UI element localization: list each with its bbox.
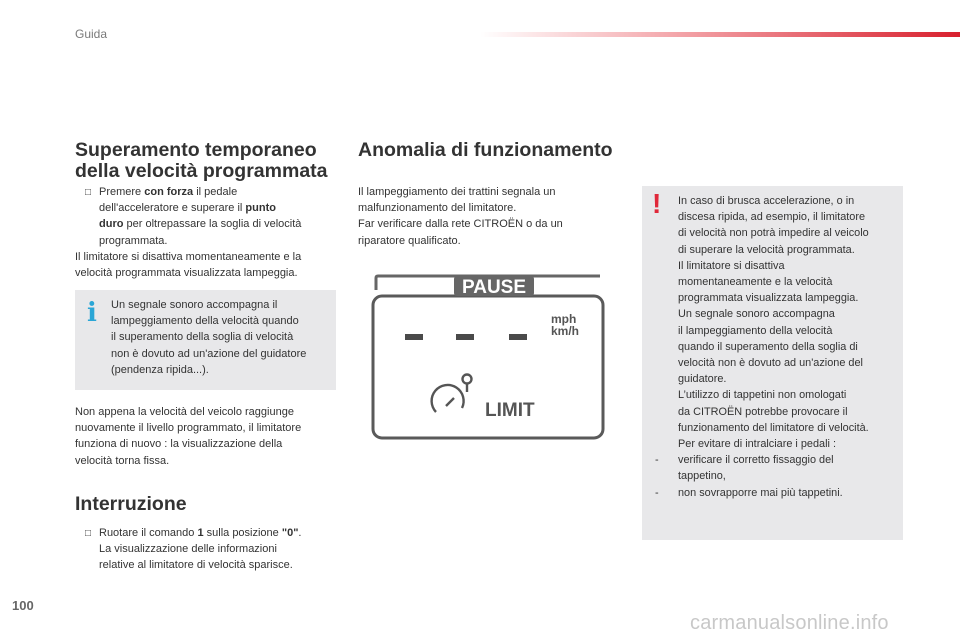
section-title-overspeed [75, 140, 328, 182]
title-line-1: Superamento temporaneo [75, 139, 317, 161]
warning-text: In caso di brusca accelerazione, o in discesa ripida, ad esempio, il limitatore di velocità non potrà impedire al veicolo di superare la velocità programmata. Il limitatore si disattiva momentaneamente e la velocità programmata visualizzata lampeggia. Un segnale sonoro accompagna il lampeggiamento della velocità quando il superamento della soglia di velocità non è dovuto ad un'azione del guidatore. L’utilizzo di tappetini non omologati da CITROËN potrebbe provocare il funzionamento del limitatore di velocità. Per evitare di intralciare i pedali : - verificare il corretto fissaggio del tappetino, - non sovrapporre mai più tappetini. [678, 193, 900, 501]
list-item: - non sovrapporre mai più tappetini. [655, 486, 843, 499]
info-icon: i [87, 298, 97, 328]
watermark: carmanualsonline.info [690, 612, 889, 634]
speed-limiter-display [368, 270, 608, 440]
dash-3 [509, 334, 527, 340]
checkbox-bullet-icon: □ [85, 528, 92, 539]
dash-2 [456, 334, 474, 340]
info-text: Un segnale sonoro accompagna il lampeggiamento della velocità quando il superamento della soglia di velocità non è dovuto ad un'azione del guidatore (pendenza ripida...). [111, 299, 307, 376]
limit-label: LIMIT [485, 400, 535, 421]
exclamation-icon: ! [652, 188, 662, 219]
pause-label: PAUSE [461, 277, 527, 298]
bullet-rotate-control: □ Ruotare il comando 1 sulla posizione "0". La visualizzazione delle informazioni relative al limitatore di velocità sparisce. [85, 527, 302, 572]
paragraph-malfunction: Il lampeggiamento dei trattini segnala un malfunzionamento del limitatore. Far verificare dalla rete CITROËN o da un riparatore qualificato. [358, 186, 563, 247]
unit-mph: mph [551, 312, 577, 326]
page-number: 100 [12, 598, 34, 613]
paragraph-deactivation: Il limitatore si disattiva momentaneamente e la velocità programmata visualizzata lampeggia. [75, 251, 302, 280]
section-title-interruption: Interruzione [75, 493, 187, 515]
section-label: Guida [75, 27, 108, 41]
warning-box [642, 186, 903, 540]
warning-list [649, 452, 900, 501]
title-line-2: della velocità programmata [75, 160, 328, 182]
bullet-press-pedal: □ Premere con forza il pedale dell'acceleratore e superare il punto duro per oltrepassare la soglia di velocità programmata. [85, 186, 302, 247]
list-item: - verificare il corretto fissaggio del tappetino, [655, 454, 834, 483]
paragraph-resume: Non appena la velocità del veicolo raggiunge nuovamente il livello programmato, il limitatore funziona di nuovo : la visualizzazione della velocità torna fissa. [75, 406, 302, 467]
section-title-malfunction: Anomalia di funzionamento [358, 139, 613, 161]
info-box [75, 290, 336, 390]
header-accent-bar [480, 32, 960, 37]
checkbox-bullet-icon: □ [85, 187, 92, 198]
unit-kmh: km/h [551, 324, 580, 338]
dash-1 [405, 334, 423, 340]
